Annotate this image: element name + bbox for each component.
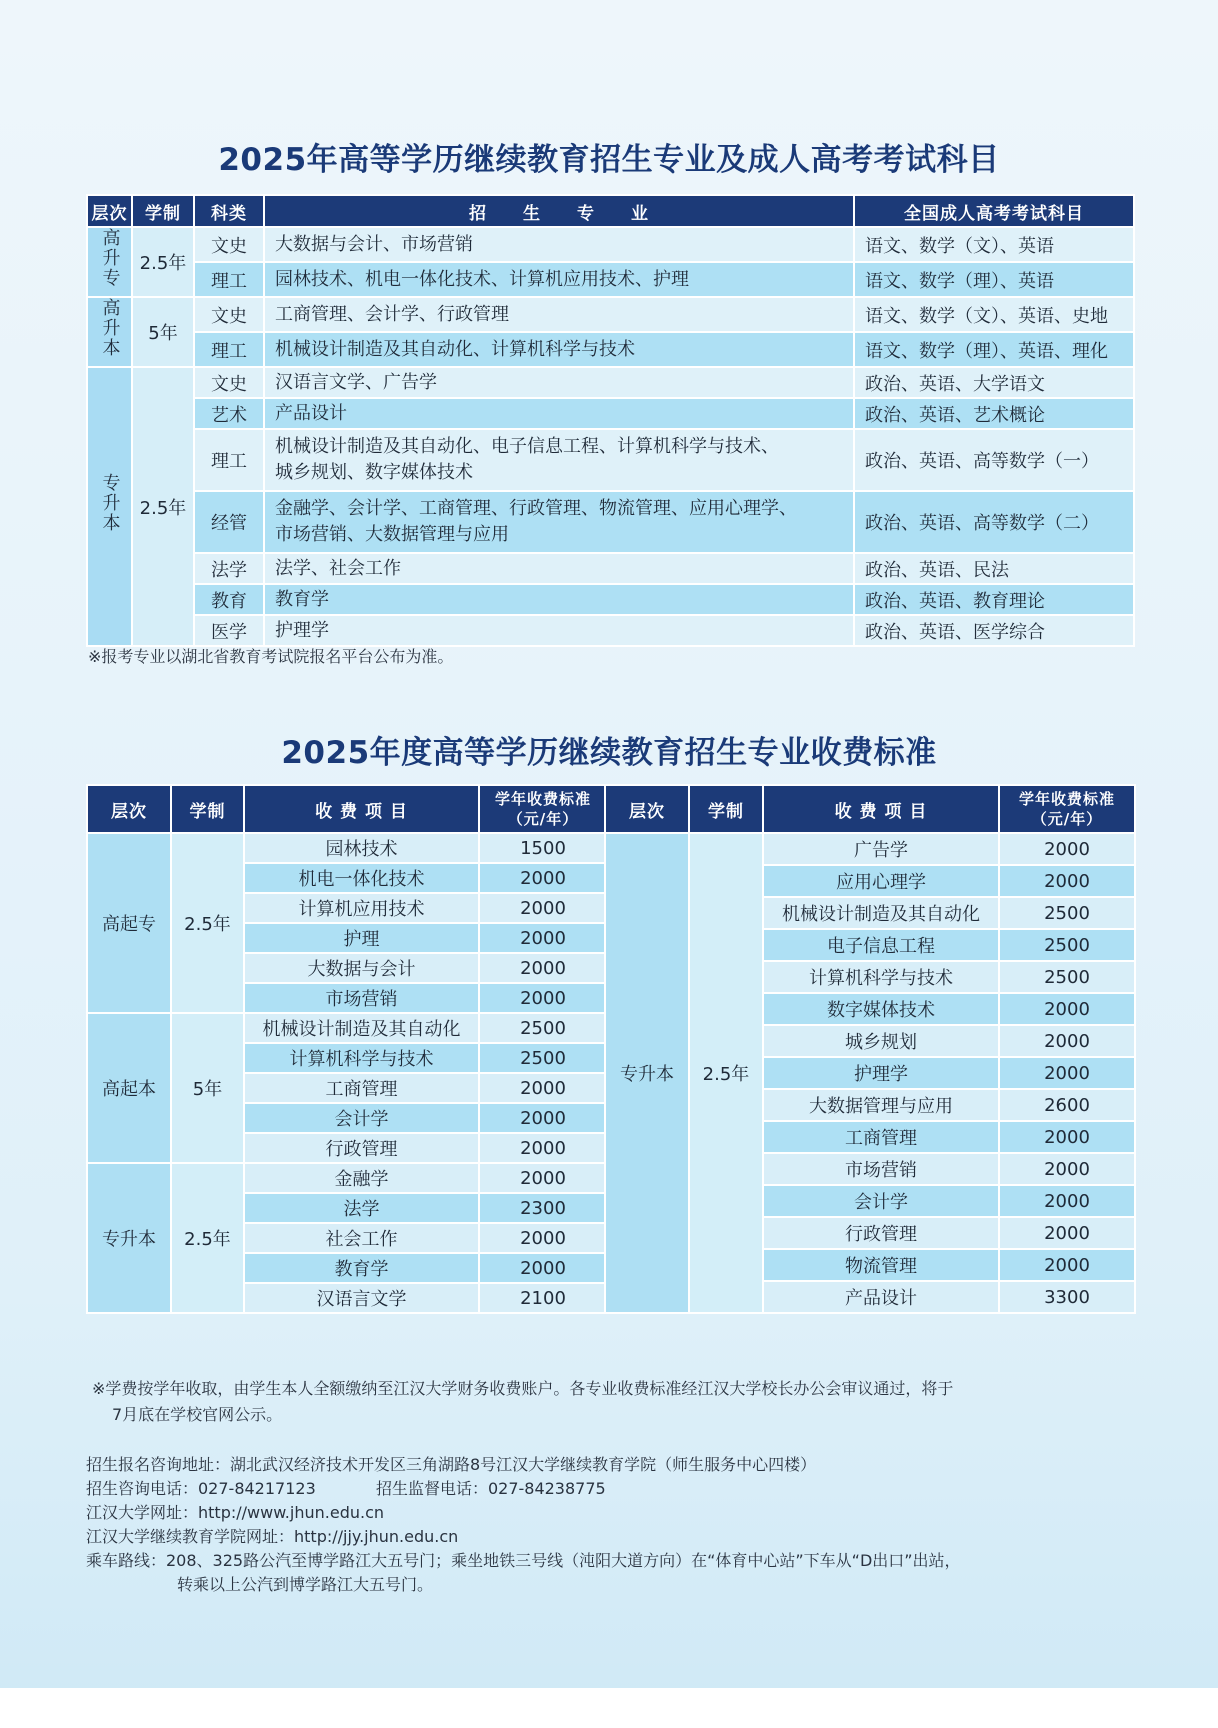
university-site-line: 江汉大学网址：http://www.jhun.edu.cn bbox=[86, 1503, 385, 1522]
route-line: 转乘以上公汽到博学路江大五号门。 bbox=[177, 1575, 434, 1594]
header-fee-line1: 学年收费标准 bbox=[1018, 790, 1115, 808]
fee-value-cell: 2000 bbox=[479, 1253, 607, 1283]
table-row bbox=[87, 615, 1134, 646]
level-cell: 专升本 bbox=[605, 833, 689, 1313]
address-line: 招生报名咨询地址：湖北武汉经济技术开发区三角湖路8号江汉大学继续教育学院（师生服务中心四楼） bbox=[86, 1455, 817, 1474]
fee-item-cell: 数字媒体技术 bbox=[763, 993, 999, 1025]
majors-cell: 产品设计 bbox=[264, 398, 854, 429]
fee-item-cell: 电子信息工程 bbox=[763, 929, 999, 961]
fee-item-cell: 机械设计制造及其自动化 bbox=[244, 1013, 479, 1043]
subjects-cell: 语文、数学（理）、英语 bbox=[854, 262, 1134, 297]
header-level: 层次 bbox=[605, 785, 689, 833]
fee-item-cell: 园林技术 bbox=[244, 833, 479, 863]
header-fee bbox=[479, 785, 607, 833]
fee-item-cell: 护理 bbox=[244, 923, 479, 953]
table-row bbox=[87, 833, 607, 863]
fee-item-cell: 法学 bbox=[244, 1193, 479, 1223]
level-cell: 高升专 bbox=[87, 227, 132, 297]
fee-value-cell: 2000 bbox=[479, 1103, 607, 1133]
fee-value-cell: 2000 bbox=[479, 983, 607, 1013]
header-category: 科类 bbox=[194, 195, 264, 227]
contact-info bbox=[86, 1453, 1146, 1597]
header-fee bbox=[999, 785, 1135, 833]
majors-exam-table bbox=[86, 194, 1135, 647]
majors-cell bbox=[264, 429, 854, 491]
header-majors: 招 生 专 业 bbox=[264, 195, 854, 227]
fee-value-cell: 2500 bbox=[999, 897, 1135, 929]
fee-value-cell: 2000 bbox=[479, 1223, 607, 1253]
fee-item-cell: 计算机科学与技术 bbox=[763, 961, 999, 993]
header-level: 层次 bbox=[87, 785, 171, 833]
category-cell: 艺术 bbox=[194, 398, 264, 429]
fee-value-cell: 2000 bbox=[999, 1217, 1135, 1249]
header-fee-line2: （元/年） bbox=[1031, 810, 1103, 828]
fee-value-cell: 2000 bbox=[999, 993, 1135, 1025]
majors-cell: 园林技术、机电一体化技术、计算机应用技术、护理 bbox=[264, 262, 854, 297]
majors-cell: 工商管理、会计学、行政管理 bbox=[264, 297, 854, 332]
subjects-cell: 政治、英语、大学语文 bbox=[854, 367, 1134, 398]
subjects-cell: 政治、英语、民法 bbox=[854, 553, 1134, 584]
fees-table-note bbox=[92, 1376, 1142, 1428]
fee-value-cell: 2500 bbox=[999, 961, 1135, 993]
fee-item-cell: 工商管理 bbox=[763, 1121, 999, 1153]
fee-value-cell: 2000 bbox=[479, 863, 607, 893]
table-row bbox=[87, 367, 1134, 398]
fee-value-cell: 3300 bbox=[999, 1281, 1135, 1313]
fee-item-cell: 行政管理 bbox=[763, 1217, 999, 1249]
majors-cell: 汉语言文学、广告学 bbox=[264, 367, 854, 398]
header-years: 学制 bbox=[132, 195, 194, 227]
category-cell: 经管 bbox=[194, 491, 264, 553]
level-cell: 专升本 bbox=[87, 1163, 171, 1313]
category-cell: 教育 bbox=[194, 584, 264, 615]
fee-value-cell: 2000 bbox=[479, 953, 607, 983]
bottom-white-strip bbox=[0, 1688, 1218, 1728]
fee-item-cell: 汉语言文学 bbox=[244, 1283, 479, 1313]
fee-item-cell: 教育学 bbox=[244, 1253, 479, 1283]
fee-item-cell: 机械设计制造及其自动化 bbox=[763, 897, 999, 929]
fee-value-cell: 2000 bbox=[479, 1133, 607, 1163]
table-row bbox=[87, 1163, 607, 1193]
fee-value-cell: 2000 bbox=[479, 1163, 607, 1193]
header-item: 收 费 项 目 bbox=[244, 785, 479, 833]
fees-table-title: 2025年度高等学历继续教育招生专业收费标准 bbox=[281, 735, 937, 771]
years-cell: 2.5年 bbox=[171, 833, 244, 1013]
majors-line: 城乡规划、数字媒体技术 bbox=[275, 462, 473, 483]
fee-value-cell: 2500 bbox=[999, 929, 1135, 961]
fee-item-cell: 物流管理 bbox=[763, 1249, 999, 1281]
majors-cell: 大数据与会计、市场营销 bbox=[264, 227, 854, 262]
category-cell: 文史 bbox=[194, 297, 264, 332]
category-cell: 理工 bbox=[194, 332, 264, 367]
majors-line: 金融学、会计学、工商管理、行政管理、物流管理、应用心理学、 bbox=[275, 498, 797, 519]
years-cell: 2.5年 bbox=[132, 227, 194, 297]
table-row bbox=[87, 227, 1134, 262]
table-row bbox=[87, 297, 1134, 332]
majors-cell: 护理学 bbox=[264, 615, 854, 646]
fee-value-cell: 2500 bbox=[479, 1043, 607, 1073]
fees-note-line: ※学费按学年收取，由学生本人全额缴纳至江汉大学财务收费账户。各专业收费标准经江汉大学校长办公会审议通过，将于 bbox=[92, 1379, 954, 1398]
header-item: 收 费 项 目 bbox=[763, 785, 999, 833]
majors-line: 市场营销、大数据管理与应用 bbox=[275, 524, 509, 545]
header-years: 学制 bbox=[689, 785, 763, 833]
majors-cell: 教育学 bbox=[264, 584, 854, 615]
header-fee-line2: （元/年） bbox=[507, 810, 579, 828]
subjects-cell: 政治、英语、医学综合 bbox=[854, 615, 1134, 646]
fee-item-cell: 机电一体化技术 bbox=[244, 863, 479, 893]
fee-item-cell: 计算机应用技术 bbox=[244, 893, 479, 923]
table-row bbox=[605, 833, 1135, 865]
fee-value-cell: 2000 bbox=[999, 1153, 1135, 1185]
table-row bbox=[87, 553, 1134, 584]
fee-value-cell: 2100 bbox=[479, 1283, 607, 1313]
fee-value-cell: 2000 bbox=[999, 1185, 1135, 1217]
fee-item-cell: 社会工作 bbox=[244, 1223, 479, 1253]
subjects-cell: 政治、英语、高等数学（一） bbox=[854, 429, 1134, 491]
majors-cell bbox=[264, 491, 854, 553]
header-level: 层次 bbox=[87, 195, 132, 227]
fee-item-cell: 行政管理 bbox=[244, 1133, 479, 1163]
fee-item-cell: 广告学 bbox=[763, 833, 999, 865]
category-cell: 文史 bbox=[194, 367, 264, 398]
majors-line: 机械设计制造及其自动化、电子信息工程、计算机科学与技术、 bbox=[275, 436, 779, 457]
header-fee-line1: 学年收费标准 bbox=[494, 790, 591, 808]
fees-note-line: 7月底在学校官网公示。 bbox=[112, 1405, 283, 1424]
subjects-cell: 政治、英语、教育理论 bbox=[854, 584, 1134, 615]
fee-value-cell: 2300 bbox=[479, 1193, 607, 1223]
fee-item-cell: 金融学 bbox=[244, 1163, 479, 1193]
category-cell: 理工 bbox=[194, 262, 264, 297]
fee-item-cell: 会计学 bbox=[763, 1185, 999, 1217]
category-cell: 理工 bbox=[194, 429, 264, 491]
route-line: 乘车路线：208、325路公汽至博学路江大五号门；乘坐地铁三号线（沌阳大道方向）在“体育中心站”下车从“D出口”出站， bbox=[86, 1551, 961, 1570]
fee-value-cell: 1500 bbox=[479, 833, 607, 863]
table-row bbox=[87, 491, 1134, 553]
fee-value-cell: 2600 bbox=[999, 1089, 1135, 1121]
subjects-cell: 语文、数学（文）、英语 bbox=[854, 227, 1134, 262]
table-row bbox=[87, 262, 1134, 297]
table-row bbox=[87, 429, 1134, 491]
fee-value-cell: 2000 bbox=[479, 923, 607, 953]
fee-item-cell: 市场营销 bbox=[763, 1153, 999, 1185]
fee-value-cell: 2000 bbox=[999, 1057, 1135, 1089]
phone-line bbox=[86, 1477, 1146, 1501]
fee-value-cell: 2500 bbox=[479, 1013, 607, 1043]
phone-text: 招生咨询电话：027-84217123 bbox=[86, 1479, 316, 1498]
category-cell: 法学 bbox=[194, 553, 264, 584]
level-cell: 高起专 bbox=[87, 833, 171, 1013]
fee-value-cell: 2000 bbox=[999, 833, 1135, 865]
table-row bbox=[87, 332, 1134, 367]
fee-value-cell: 2000 bbox=[999, 1121, 1135, 1153]
majors-table-note: ※报考专业以湖北省教育考试院报名平台公布为准。 bbox=[88, 647, 454, 666]
level-cell: 高起本 bbox=[87, 1013, 171, 1163]
college-site-line: 江汉大学继续教育学院网址：http://jjy.jhun.edu.cn bbox=[86, 1527, 459, 1546]
years-cell: 2.5年 bbox=[132, 367, 194, 646]
fee-item-cell: 工商管理 bbox=[244, 1073, 479, 1103]
fee-value-cell: 2000 bbox=[999, 865, 1135, 897]
fee-item-cell: 护理学 bbox=[763, 1057, 999, 1089]
fee-item-cell: 会计学 bbox=[244, 1103, 479, 1133]
category-cell: 医学 bbox=[194, 615, 264, 646]
majors-cell: 机械设计制造及其自动化、计算机科学与技术 bbox=[264, 332, 854, 367]
subjects-cell: 语文、数学（文）、英语、史地 bbox=[854, 297, 1134, 332]
fee-item-cell: 城乡规划 bbox=[763, 1025, 999, 1057]
years-cell: 5年 bbox=[132, 297, 194, 367]
fee-value-cell: 2000 bbox=[479, 893, 607, 923]
table-row bbox=[87, 398, 1134, 429]
years-cell: 2.5年 bbox=[171, 1163, 244, 1313]
header-subjects: 全国成人高考考试科目 bbox=[854, 195, 1134, 227]
years-cell: 5年 bbox=[171, 1013, 244, 1163]
fee-value-cell: 2000 bbox=[999, 1025, 1135, 1057]
supervise-phone-text: 招生监督电话：027-84238775 bbox=[375, 1479, 606, 1498]
fee-item-cell: 大数据管理与应用 bbox=[763, 1089, 999, 1121]
fee-item-cell: 应用心理学 bbox=[763, 865, 999, 897]
subjects-cell: 政治、英语、艺术概论 bbox=[854, 398, 1134, 429]
majors-cell: 法学、社会工作 bbox=[264, 553, 854, 584]
fee-item-cell: 大数据与会计 bbox=[244, 953, 479, 983]
majors-table-title: 2025年高等学历继续教育招生专业及成人高考考试科目 bbox=[218, 142, 1000, 178]
fee-item-cell: 计算机科学与技术 bbox=[244, 1043, 479, 1073]
fee-value-cell: 2000 bbox=[999, 1249, 1135, 1281]
subjects-cell: 政治、英语、高等数学（二） bbox=[854, 491, 1134, 553]
fees-table-right bbox=[604, 784, 1136, 1314]
years-cell: 2.5年 bbox=[689, 833, 763, 1313]
table-row bbox=[87, 1013, 607, 1043]
level-cell: 高升本 bbox=[87, 297, 132, 367]
table-row bbox=[87, 584, 1134, 615]
subjects-cell: 语文、数学（理）、英语、理化 bbox=[854, 332, 1134, 367]
category-cell: 文史 bbox=[194, 227, 264, 262]
fees-table-left bbox=[86, 784, 608, 1314]
fee-value-cell: 2000 bbox=[479, 1073, 607, 1103]
level-cell: 专升本 bbox=[87, 367, 132, 646]
header-years: 学制 bbox=[171, 785, 244, 833]
fee-item-cell: 产品设计 bbox=[763, 1281, 999, 1313]
fee-item-cell: 市场营销 bbox=[244, 983, 479, 1013]
